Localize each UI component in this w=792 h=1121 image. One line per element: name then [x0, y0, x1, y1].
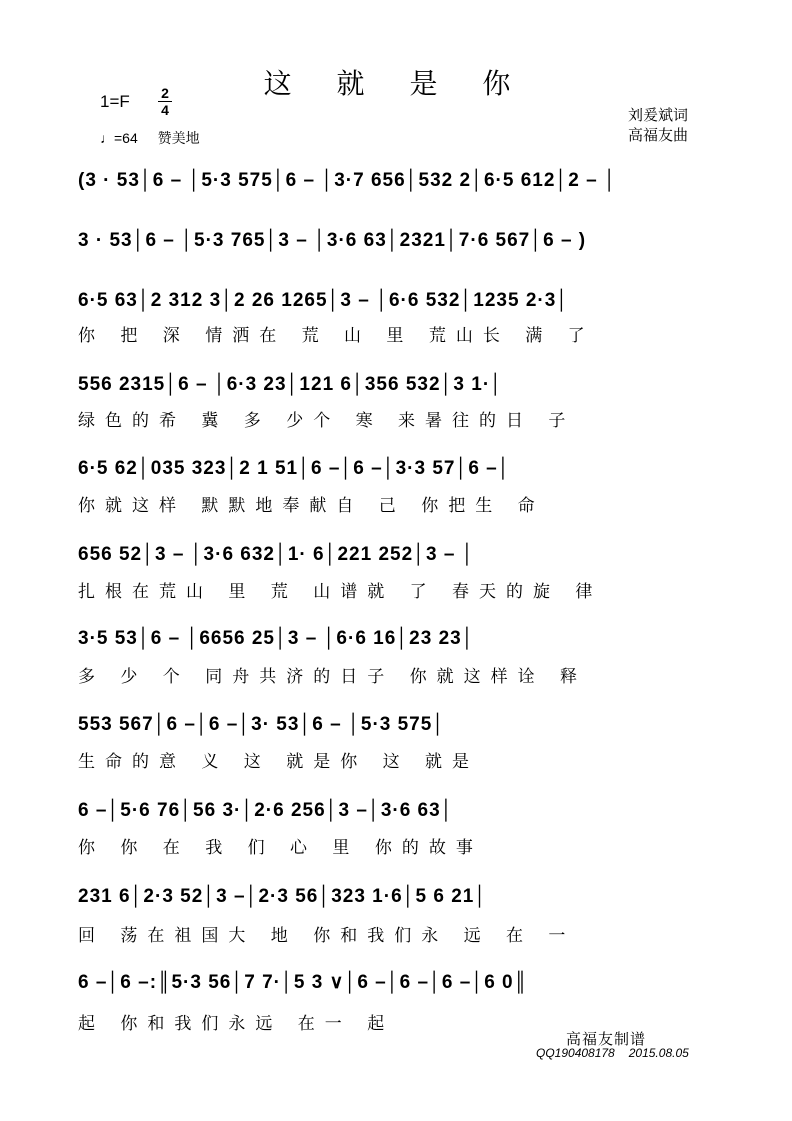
tempo-marking: ♩=64	[100, 130, 138, 146]
notes-row-2: 3 · 53│6 – │5·3 765│3 – │3·6 63│2321│7·6 567│6 – )	[78, 230, 587, 251]
score-row-10	[78, 882, 714, 912]
qq-number: QQ190408178	[536, 1046, 615, 1060]
score-row-9	[78, 796, 714, 826]
credits	[628, 105, 688, 145]
score-row-11	[78, 968, 714, 998]
notes-row-11: 6 –│6 –:║5·3 56│7 7·│5 3 ∨│6 –│6 –│6 –│6 0║	[78, 972, 529, 993]
notes-row-10: 231 6│2·3 52│3 –│2·3 56│323 1·6│5 6 21│	[78, 886, 488, 907]
meter-bottom: 4	[161, 102, 169, 118]
lyrics-row-4: 绿色的希 冀 多 少个 寒 来暑往的日 子	[78, 411, 576, 431]
composer: 高福友曲	[628, 126, 689, 144]
lyrics-row-11: 起 你和我们永远 在一 起	[78, 1014, 395, 1034]
score-row-5	[78, 454, 714, 484]
time-signature	[158, 86, 172, 117]
score-row-8	[78, 710, 714, 740]
style-marking: 赞美地	[157, 130, 200, 146]
date: 2015.08.05	[628, 1046, 689, 1060]
engraver-credit: 高福友制谱	[566, 1030, 647, 1048]
lyrics-row-5: 你就这样 默默地奉献自 己 你把生 命	[78, 496, 545, 516]
tempo-line	[100, 128, 200, 148]
lyrics-row-8: 生命的意 义 这 就是你 这 就是	[78, 752, 480, 772]
notes-row-4: 556 2315│6 – │6·3 23│121 6│356 532│3 1·│	[78, 374, 504, 395]
notes-row-1: (3 · 53│6 – │5·3 575│6 – │3·7 656│532 2│6·5 612│2 – │	[78, 170, 617, 191]
footer-info	[536, 1046, 689, 1060]
score-row-1	[78, 166, 714, 196]
score-row-2	[78, 226, 714, 256]
lyrics-row-9: 你 你 在 我 们 心 里 你的故事	[78, 838, 483, 858]
score-row-7	[78, 624, 714, 654]
notes-row-8: 553 567│6 –│6 –│3· 53│6 – │5·3 575│	[78, 714, 446, 735]
lyricist: 刘爰斌词	[628, 106, 689, 124]
song-title: 这 就 是 你	[263, 67, 529, 100]
lyrics-row-10: 回 荡在祖国大 地 你和我们永 远 在 一	[78, 926, 576, 946]
score-row-6	[78, 540, 714, 570]
key-signature: 1=F	[100, 92, 130, 111]
notes-row-6: 656 52│3 – │3·6 632│1· 6│221 252│3 – │	[78, 544, 475, 565]
meter-top: 2	[161, 85, 169, 101]
score-row-3	[78, 286, 714, 316]
lyrics-row-3: 你 把 深 情洒在 荒 山 里 荒山长 满 了	[78, 326, 595, 346]
notes-row-7: 3·5 53│6 – │6656 25│3 – │6·6 16│23 23│	[78, 628, 475, 649]
notes-row-3: 6·5 63│2 312 3│2 26 1265│3 – │6·6 532│1235 2·3│	[78, 290, 570, 311]
lyrics-row-7: 多 少 个 同舟共济的日子 你就这样诠 释	[78, 667, 588, 687]
score-row-4	[78, 370, 714, 400]
notes-row-5: 6·5 62│035 323│2 1 51│6 –│6 –│3·3 57│6 –│	[78, 458, 511, 479]
notes-row-9: 6 –│5·6 76│56 3·│2·6 256│3 –│3·6 63│	[78, 800, 454, 821]
lyrics-row-6: 扎根在荒山 里 荒 山谱就 了 春天的旋 律	[78, 582, 603, 602]
